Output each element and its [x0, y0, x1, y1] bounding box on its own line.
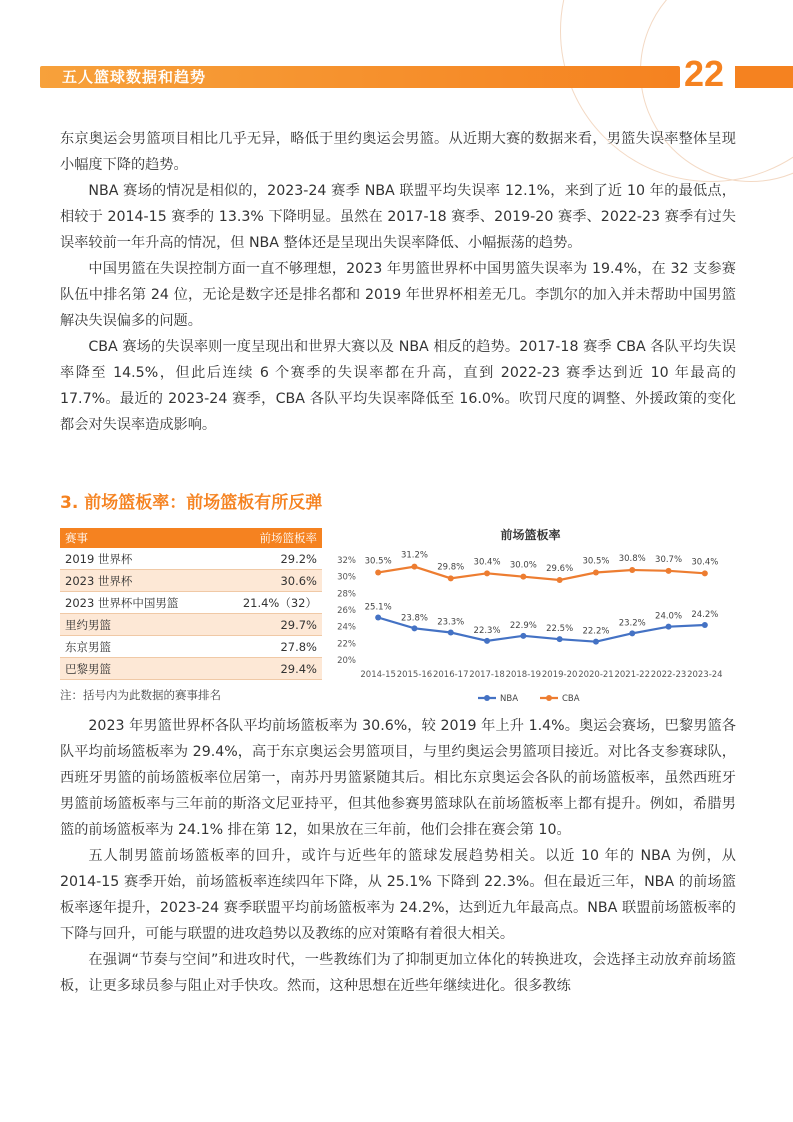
table-cell-event: 2023 世界杯中国男篮 [60, 592, 216, 614]
data-point-nba [484, 638, 490, 644]
paragraph: 中国男篮在失误控制方面一直不够理想，2023 年男篮世界杯中国男篮失误率为 19.4%，在 32 支参赛队伍中排名第 24 位，无论是数字还是排名都和 2019 年世界杯相差无几。李凯尔的加入并未帮助中国男篮解决失误偏多的问题。 [60, 261, 736, 329]
data-label-cba: 30.4% [691, 557, 719, 568]
data-label-cba: 30.5% [364, 556, 392, 567]
table-cell-event: 2023 世界杯 [60, 570, 216, 592]
data-point-nba [593, 639, 599, 645]
data-label-cba: 30.8% [618, 554, 646, 564]
data-point-cba [629, 567, 635, 573]
data-label-nba: 22.3% [473, 625, 501, 636]
table-cell-rate: 29.2% [216, 548, 322, 570]
x-tick-label: 2014-15 [360, 670, 396, 680]
paragraph: 2023 年男篮世界杯各队平均前场篮板率为 30.6%，较 2019 年上升 1.4%。奥运会赛场，巴黎男篮各队平均前场篮板率为 29.4%，高于东京奥运会男篮项目，与里约奥运会男篮项目接近。对比各支参赛球队，西班牙男篮的前场篮板率位居第一，南苏丹男篮紧随其后。相比东京奥运会各队的前场篮板率，虽然西班牙男篮前场篮板率与三年前的斯洛文尼亚持平，但其他参赛男篮球队在前场篮板率上都有提升。例如，希腊男篮的前场篮板率为 24.1% 排在第 12，如果放在三年前，他们会排在赛会第 10。 [60, 718, 736, 838]
paragraph: 东京奥运会男篮项目相比几乎无异，略低于里约奥运会男篮。从近期大赛的数据来看，男篮失误率整体呈现小幅度下降的趋势。 [60, 131, 736, 173]
paragraph: NBA 赛场的情况是相似的，2023-24 赛季 NBA 联盟平均失误率 12.1%，来到了近 10 年的最低点，相较于 2014-15 赛季的 13.3% 下降明显。虽然在 2017-18 赛季、2019-20 赛季、2022-23 赛季有过失误率较前一年升高的情况，但 NBA 整体还是呈现出失误率降低、小幅振荡的趋势。 [60, 183, 736, 251]
data-point-cba [557, 577, 563, 583]
data-point-nba [375, 615, 381, 621]
data-label-cba: 31.2% [400, 550, 428, 561]
table-cell-event: 巴黎男篮 [60, 658, 216, 680]
data-point-nba [702, 622, 708, 628]
x-tick-label: 2021-22 [614, 670, 651, 680]
data-label-cba: 30.7% [655, 554, 683, 565]
data-label-nba: 23.2% [618, 618, 646, 629]
table-cell-event: 东京男篮 [60, 636, 216, 658]
data-label-nba: 24.2% [691, 610, 719, 620]
y-tick-label: 30% [337, 572, 356, 583]
table-cell-rate: 27.8% [216, 636, 322, 658]
data-label-cba: 29.8% [437, 562, 465, 573]
x-tick-label: 2020-21 [578, 670, 614, 680]
table-note: 注：括号内为此数据的赛事排名 [60, 688, 221, 702]
table-header-row [60, 528, 322, 548]
table-header-rate: 前场篮板率 [216, 528, 322, 548]
data-label-cba: 30.0% [509, 560, 537, 571]
legend-marker-cba [546, 695, 552, 701]
data-point-nba [448, 630, 454, 636]
data-point-cba [375, 570, 381, 576]
data-point-nba [666, 624, 672, 630]
data-point-nba [557, 636, 563, 642]
chart-title: 前场篮板率 [500, 528, 561, 542]
table-cell-rate: 29.4% [216, 658, 322, 680]
data-point-cba [484, 570, 490, 576]
y-tick-label: 28% [337, 589, 356, 600]
data-point-cba [520, 574, 526, 580]
table-cell-rate: 21.4%（32） [216, 592, 322, 614]
page-number: 22 [684, 53, 725, 94]
chart-canvas [328, 520, 733, 710]
data-label-nba: 23.3% [437, 617, 465, 628]
offensive-rebound-table [60, 528, 322, 680]
header-bar-tail [735, 66, 793, 88]
table-row [60, 614, 322, 636]
x-tick-label: 2018-19 [505, 670, 542, 680]
data-label-nba: 24.0% [655, 611, 683, 622]
data-label-cba: 30.4% [473, 557, 501, 568]
paragraph: 五人制男篮前场篮板率的回升，或许与近些年的篮球发展趋势相关。以近 10 年的 NBA 为例，从 2014-15 赛季开始，前场篮板率连续四年下降，从 25.1% 下降到 22.3%。但在最近三年，NBA 的前场篮板率逐年提升，2023-24 赛季联盟平均前场篮板率为 24.2%，达到近九年最高点。NBA 联盟前场篮板率的下降与回升，可能与联盟的进攻趋势以及教练的应对策略有着很大相关。 [60, 848, 736, 942]
body-text-top [60, 126, 736, 438]
x-tick-label: 2023-24 [687, 670, 723, 680]
data-point-nba [629, 630, 635, 636]
data-label-cba: 29.6% [546, 564, 574, 574]
legend-label-nba: NBA [500, 694, 519, 704]
table-row [60, 592, 322, 614]
x-tick-label: 2017-18 [469, 670, 505, 680]
table-cell-event: 里约男篮 [60, 614, 216, 636]
table-cell-rate: 30.6% [216, 570, 322, 592]
table-cell-event: 2019 世界杯 [60, 548, 216, 570]
table-header-event: 赛事 [60, 528, 216, 548]
y-tick-label: 24% [337, 622, 356, 633]
series-line-cba [378, 567, 705, 580]
data-point-cba [666, 568, 672, 574]
y-tick-label: 32% [337, 556, 356, 566]
section-title: 3. 前场篮板率：前场篮板有所反弹 [60, 493, 323, 513]
table-row [60, 658, 322, 680]
legend-marker-nba [484, 695, 490, 701]
data-label-cba: 30.5% [582, 556, 610, 567]
data-point-cba [448, 575, 454, 581]
paragraph: 在强调“节奏与空间”和进攻时代，一些教练们为了抑制更加立体化的转换进攻，会选择主动放弃前场篮板，让更多球员参与阻止对手快攻。然而，这种思想在近些年继续进化。很多教练 [60, 952, 736, 994]
header-title: 五人篮球数据和趋势 [62, 68, 207, 86]
data-point-nba [411, 625, 417, 631]
x-tick-label: 2022-23 [650, 670, 687, 680]
x-tick-label: 2019-20 [541, 670, 578, 680]
paragraph: CBA 赛场的失误率则一度呈现出和世界大赛以及 NBA 相反的趋势。2017-18 赛季 CBA 各队平均失误率降至 14.5%，但此后连续 6 个赛季的失误率都在升高，直到 2022-23 赛季达到近 10 年最高的 17.7%。最近的 2023-24 赛季，CBA 各队平均失误率降低至 16.0%。吹罚尺度的调整、外援政策的变化都会对失误率造成影响。 [60, 339, 736, 433]
data-label-nba: 23.8% [400, 613, 428, 624]
x-tick-label: 2016-17 [432, 670, 469, 680]
table-cell-rate: 29.7% [216, 614, 322, 636]
data-label-nba: 22.5% [546, 624, 574, 635]
y-tick-label: 22% [337, 639, 356, 650]
body-text-bottom [60, 713, 736, 999]
table-row [60, 548, 322, 570]
y-tick-label: 26% [337, 606, 356, 616]
table-row [60, 636, 322, 658]
data-label-nba: 25.1% [364, 602, 392, 613]
data-label-nba: 22.9% [509, 620, 537, 631]
data-point-cba [593, 570, 599, 576]
legend-label-cba: CBA [562, 694, 580, 704]
data-label-nba: 22.2% [582, 626, 610, 637]
data-point-cba [411, 564, 417, 570]
offensive-rebound-chart [328, 520, 733, 710]
table-row [60, 570, 322, 592]
data-point-cba [702, 570, 708, 576]
page-header [0, 53, 793, 94]
y-tick-label: 20% [337, 656, 356, 666]
x-tick-label: 2015-16 [396, 670, 433, 680]
data-point-nba [520, 633, 526, 639]
